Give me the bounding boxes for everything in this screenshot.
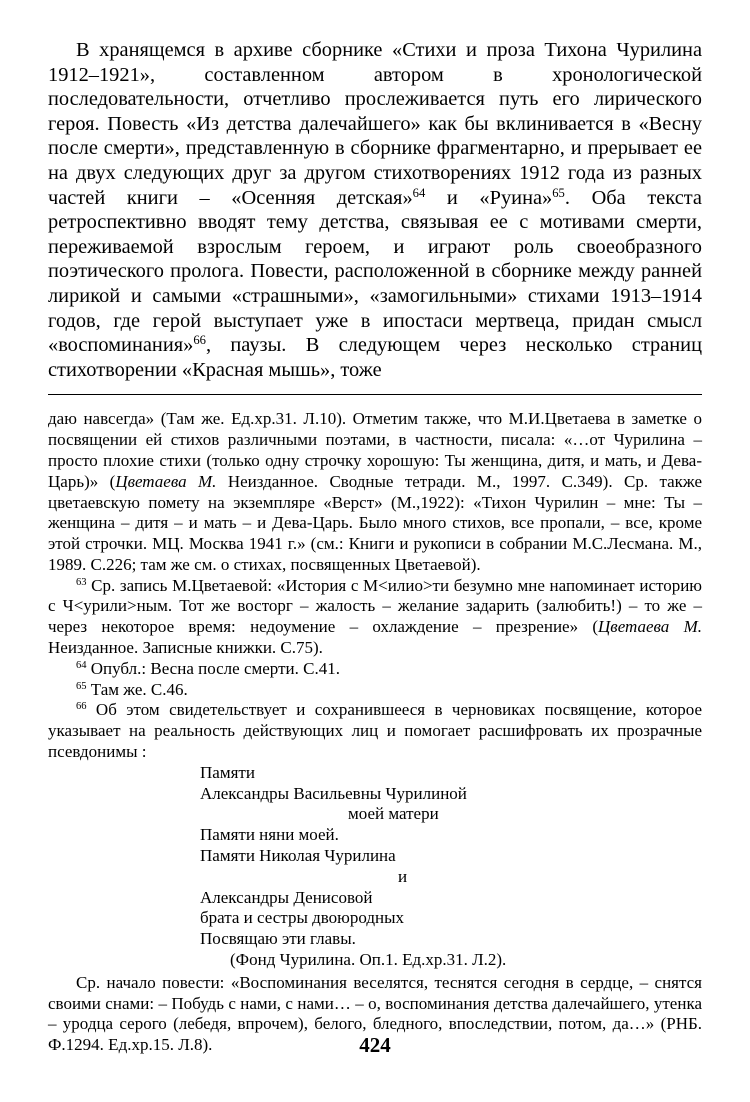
- footnote-number: 64: [76, 660, 87, 672]
- footnote-ref-66[interactable]: 66: [193, 333, 206, 348]
- dedication-line: Александры Денисовой: [200, 887, 373, 907]
- dedication-line: Памяти: [200, 762, 255, 782]
- footnotes: [48, 409, 702, 1056]
- text-run: В хранящемся в архиве сборнике «Стихи и проза Тихона Чурилина 1912–1921», составленном автором в хронологической последовательности, отчетливо прослеживается путь его лирического героя. Повесть «Из детства далечайшего» как бы вклинивается в «Весну после смерти», представленную в сборнике фрагментарно, и прерывает ее на двух следующих друг за другом стихотворениях 1912 года из разных частей книги – «Осенняя детская»: [48, 39, 702, 209]
- main-text: [48, 38, 702, 382]
- dedication-line: Александры Васильевны Чурилиной: [200, 783, 467, 803]
- footnote-ref-65[interactable]: 65: [552, 185, 565, 200]
- footnote-63: [48, 576, 702, 659]
- footnote-number: 66: [76, 701, 87, 713]
- dedication-line: брата и сестры двоюродных: [200, 908, 405, 928]
- dedication-line: Памяти няни моей.: [200, 825, 339, 845]
- text-run: Неизданное. Сводные тетради. М., 1997. С.349). Ср. также цветаевскую помету на экземпляре «Верст» (М.,1922): «Тихон Чурилин – мне: Ты – женщина – дитя – и мать – и Дева-Царь. Было много стихов, все пропали, – все, кроме этой строчки. МЦ. Москва 1941 г.» (см.: Книги и рукописи в собрании М.С.Лесмана. М., 1989. С.226; там же см. о стихах, посвященных Цветаевой).: [48, 471, 702, 574]
- footnote-number: 65: [76, 680, 87, 692]
- dedication-line: и: [398, 866, 408, 886]
- footnote-separator: [48, 394, 702, 395]
- text-run: , паузы. В следующем через несколько страниц стихотворении «Красная мышь», тоже: [48, 334, 702, 381]
- text-run: Опубл.: Весна после смерти. С.41.: [86, 658, 340, 678]
- text-run: Об этом свидетельствует и сохранившееся в черновиках посвящение, которое указывает на реальность действующих лиц и помогает расшифровать их прозрачные псевдонимы :: [48, 700, 702, 762]
- page-body: [48, 38, 702, 1056]
- dedication-line: Посвящаю эти главы.: [200, 929, 356, 949]
- author-name: Цветаева М.: [598, 617, 702, 637]
- dedication-line: Памяти Николая Чурилина: [200, 846, 396, 866]
- footnote-66-tail: Ср. начало повести: «Воспоминания веселятся, теснятся сегодня в сердце, – снятся своими снами: – Побудь с нами, с нами… – о, воспоминания детства далечайшего, утенка – уродца серого (лебедя, впрочем), белого, бледного, впоследствии, потом, да…» (РНБ. Ф.1294. Ед.хр.15. Л.8).: [48, 972, 702, 1055]
- footnote-65: [48, 680, 702, 701]
- text-run: и «Руина»: [425, 186, 553, 209]
- footnote-number: 63: [76, 576, 87, 588]
- text-run: Ср. запись М.Цветаевой: «История с М<илио>ти безумно мне напоминает историю с Ч<урили>ным. Тот же восторг – жалость – желание задарить (залюбить!) – то же – через некоторое время: недоумение – охлаждение – презрение» (: [48, 575, 702, 637]
- text-run: . Оба текста ретроспективно вводят тему детства, связывая ее с мотивами смерти, переживаемой взрослым героем, и играют роль своеобразного поэтического пролога. Повести, расположенной в сборнике между ранней лирикой и самыми «страшными», «замогильными» стихами 1913–1914 годов, где герой выступает уже в ипостаси мертвеца, придан смысл «воспоминания»: [48, 186, 702, 357]
- main-paragraph: [48, 38, 702, 382]
- footnote-ref-64[interactable]: 64: [412, 185, 426, 200]
- text-run: Там же. С.46.: [86, 679, 188, 699]
- footnote-66: [48, 700, 702, 762]
- footnote-62-continuation: [48, 409, 702, 575]
- text-run: Неизданное. Записные книжки. С.75).: [48, 638, 323, 658]
- dedication-line: моей матери: [348, 804, 439, 824]
- page-number: 424: [359, 1033, 391, 1057]
- footnote-64: [48, 659, 702, 680]
- archive-reference: (Фонд Чурилина. Оп.1. Ед.хр.31. Л.2).: [230, 950, 507, 970]
- author-name: Цветаева М.: [115, 471, 217, 491]
- dedication-block: [200, 763, 702, 971]
- text-run: даю навсегда» (Там же. Ед.хр.31. Л.10). Отметим также, что М.И.Цветаева в заметке о посвящении ей стихов различными поэтами, в частности, писала: «…от Чурилина – просто плохие стихи (только одну строчку хорошую: Ты женщина, дитя, и мать, и Дева-Царь)» (: [48, 409, 702, 491]
